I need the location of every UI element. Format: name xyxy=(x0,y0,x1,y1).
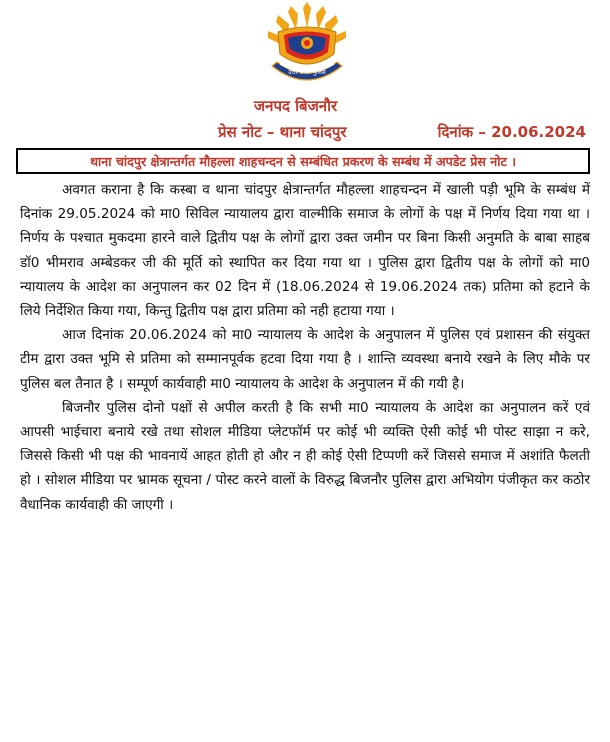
uttar-pradesh-police-emblem-icon xyxy=(258,2,356,92)
body-paragraph: आज दिनांक 20.06.2024 को मा0 न्यायालय के आदेश के अनुपालन में पुलिस एवं प्रशासन की संयुक्त टीम द्वारा उक्त भूमि से प्रतिमा को सम्मानपूर्वक हटवा दिया गया है । शान्ति व्यवस्था बनाये रखने के लिए मौके पर पुलिस बल तैनात है । सम्पूर्ण कार्यवाही मा0 न्यायालय के आदेश के अनुपालन में की गयी है। xyxy=(20,327,590,392)
district-title: जनपद बिजनौर xyxy=(254,97,338,115)
subject-text: थाना चांदपुर क्षेत्रान्तर्गत मौहल्ला शाहचन्दन से सम्बंधित प्रकरण के सम्बंध में अपडेट प्रेस नोट । xyxy=(89,153,517,169)
body-paragraph: बिजनौर पुलिस दोनो पक्षों से अपील करती है कि सभी मा0 न्यायालय के आदेश का अनुपालन करें एवं आपसी भाईचारा बनाये रखे तथा सोशल मीडिया प्लेटफॉर्म पर कोई भी व्यक्ति ऐसी कोई भी पोस्ट साझा न करे, जिससे किसी भी पक्ष की भावनायें आहत होती हो और न ही कोई ऐसी टिप्पणी करें जिससे समाज में अशांति फैलती हो । सोशल मीडिया पर भ्रामक सूचना / पोस्ट करने वालों के विरुद्ध बिजनौर पुलिस द्वारा अभियोग पंजीकृत कर कठोर वैधानिक कार्यवाही की जाएगी । xyxy=(20,399,590,513)
press-note-title: प्रेस नोट – थाना चांदपुर xyxy=(218,123,347,141)
emblem-motto: उत्तर प्रदेश पुलिस xyxy=(288,69,326,76)
subject-heading xyxy=(16,148,590,174)
press-note-subline xyxy=(0,122,610,142)
press-note-body xyxy=(20,178,590,517)
body-paragraph: अवगत कराना है कि कस्बा व थाना चांदपुर क्षेत्रान्तर्गत मौहल्ला शाहचन्दन में खाली पड़ी भूमि के सम्बंध में दिनांक 29.05.2024 को मा0 सिविल न्यायालय द्वारा वाल्मीकि समाज के लोगों के पक्ष में निर्णय दिया गया था । निर्णय के पश्चात मुकदमा हारने वाले द्वितीय पक्ष के लोगों द्वारा उक्त जमीन पर बिना किसी अनुमति के बाबा साहब डॉ0 भीमराव अम्बेडकर जी की मूर्ति को स्थापित कर दिया गया था । पुलिस द्वारा द्वितीय पक्ष के लोगों को मा0 न्यायालय के आदेश का अनुपालन कर 02 दिन में (18.06.2024 से 19.06.2024 तक) प्रतिमा को हटाने के लिये निर्देशित किया गया, किन्तु द्वितीय पक्ष द्वारा प्रतिमा को नही हटाया गया । xyxy=(20,182,590,320)
press-note-date: दिनांक – 20.06.2024 xyxy=(437,123,586,141)
